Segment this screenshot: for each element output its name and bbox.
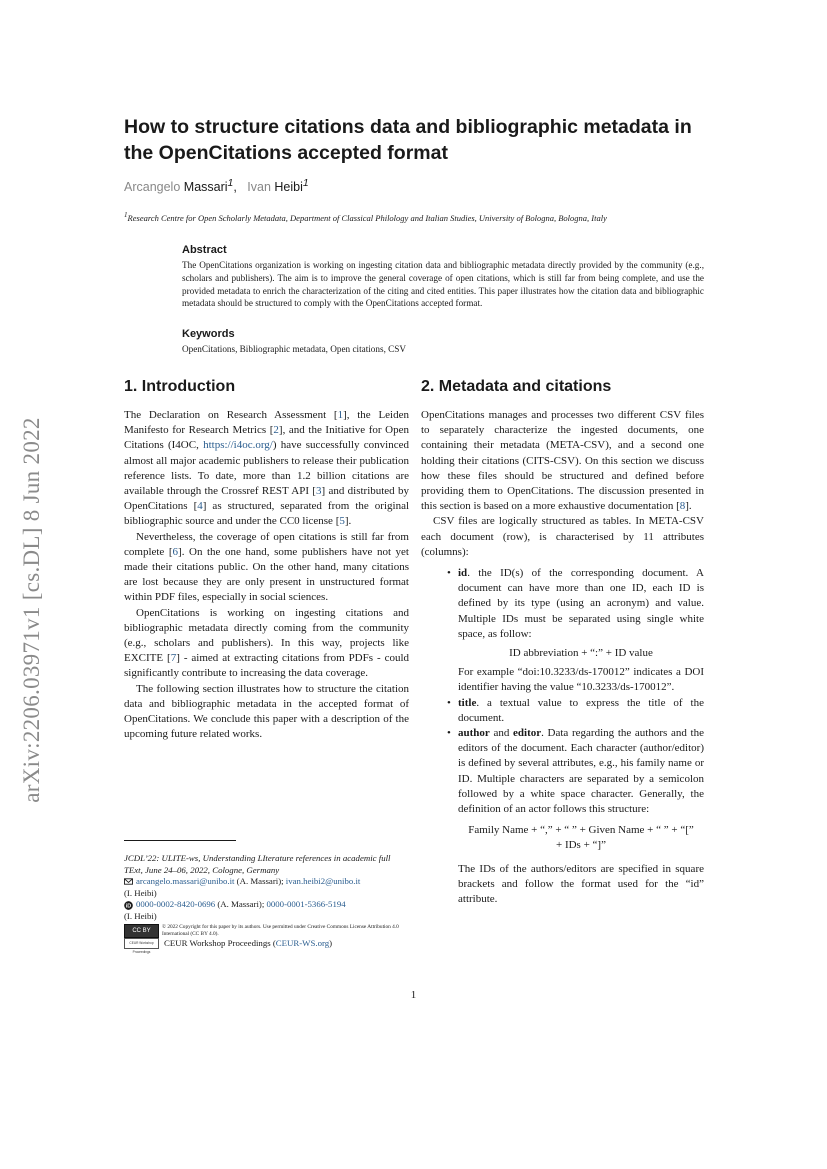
section-1-heading: 1. Introduction (124, 378, 236, 395)
cc-by-badge: CC BY (124, 924, 159, 938)
author-list (124, 178, 309, 194)
email-line: arcangelo.massari@unibo.it (A. Massari); ivan.heibi2@unibo.it (124, 876, 409, 888)
orcid-icon (124, 901, 133, 910)
abstract-text: The OpenCitations organization is working on ingesting citation data and bibliographic metadata directly provided by the community (e.g., scholars and publishers). The aim is to improve the general coverage of open citations, which is still far from being complete, and use the provided metadata to enrich the characterization of the citing and cited entities. This paper illustrates how the citation data and bibliographic metadata should be structured to comply with the OpenCitations accepted format. (182, 260, 704, 309)
list-item: • id. the ID(s) of the corresponding document. A document can have more than one ID, each ID is defined by its type (using an acronym) and value. Multiple IDs must be separated using single white space, as follow: ID abbreviation + “:” + ID value For example “doi:10.3233/ds-170012” indicates a DOI identifier having the value “10.3233/ds-170012”. (421, 566, 704, 696)
copyright-line (124, 924, 409, 938)
orcid-heibi-owner: (I. Heibi) (124, 910, 157, 921)
orcid-line: iD 0000-0002-8420-0696 (A. Massari); 0000-0001-5366-5194 (125, 899, 346, 910)
footnote-rule (124, 840, 236, 841)
attribute-list (421, 566, 704, 907)
ceur-logo: CEUR Workshop Proceedings (124, 938, 159, 949)
orcid-massari-link[interactable]: 0000-0002-8420-0696 (136, 899, 216, 910)
arxiv-stamp (12, 375, 52, 845)
arxiv-id: arXiv:2206.03971v1 [cs.DL] 8 Jun 2022 (19, 417, 44, 803)
id-example: For example “doi:10.3233/ds-170012” indicates a DOI identifier having the value “10.3233/ds-170012”. (458, 666, 704, 694)
email-heibi-link[interactable]: ivan.heibi2@unibo.it (285, 876, 361, 887)
section-1-body (124, 408, 409, 742)
author-2: Ivan Heibi$^1$ (247, 178, 309, 195)
id-format-formula: ID abbreviation + “:” + ID value (509, 647, 653, 660)
abstract-heading: Abstract (182, 244, 227, 256)
name-format-formula-2: + IDs + “]” (556, 839, 606, 852)
ref-link[interactable]: 1 (337, 409, 344, 421)
envelope-icon (124, 877, 133, 886)
intro-paragraph-2: Nevertheless, the coverage of open citations is still far from complete [6]. On the one hand, some publishers have not yet made their citations public. On the other hand, many citations are lost because they are only present in unstructured format within PDF files, especially in social sciences. (124, 530, 409, 604)
intro-paragraph-1: The Declaration on Research Assessment [1], the Leiden Manifesto for Research Metrics [2], and the Initiative for Open Citations (I4OC, https://i4oc.org/) have successfully convinced almost all major academic publishers to release their publication reference lists. To date, more than 1.2 billion citations are available through the Crossref REST API [3] and distributed by OpenCitations [4] as structured, separated from the original bibliographic source and under the CC0 license [5]. (124, 409, 410, 528)
bullet-icon: • (447, 727, 451, 740)
svg-text:iD: iD (125, 903, 132, 910)
bullet-icon: • (447, 567, 451, 580)
paper-title: How to structure citations data and bibliographic metadata in the OpenCitations accepted format (124, 116, 692, 164)
ref-link[interactable]: 8 (679, 500, 686, 513)
copyright-text: © 2022 Copyright for this paper by its authors. Use permitted under Creative Commons License Attribution 4.0 International (CC BY 4.0). (162, 923, 399, 937)
metadata-paragraph-2: CSV files are logically structured as tables. In META-CSV each document (row), is characterised by 11 attributes (columns): (421, 515, 704, 558)
ceur-ws-link[interactable]: CEUR-WS.org (275, 937, 330, 948)
ref-link[interactable]: 4 (197, 500, 203, 513)
ref-link[interactable]: 5 (339, 515, 345, 528)
keywords-text: OpenCitations, Bibliographic metadata, Open citations, CSV (182, 344, 407, 354)
list-item: • author and editor. Data regarding the authors and the editors of the document. Each character (author/editor) is defined by several attributes, e.g., his family name or ID. Multiple characters are separated by a semicolon followed by a white space character. Generally, the definition of an actor follows this structure: Family Name + “,” + “ ” + Given Name + “ ” + “[” + IDs + “]” The IDs of the authors/editors are specified in square brackets and follow the format used for the “id” attribute. (421, 726, 704, 907)
i4oc-url-link[interactable]: https://i4oc.org/ (203, 439, 273, 452)
section-2-heading: 2. Metadata and citations (421, 378, 612, 395)
ref-link[interactable]: 6 (172, 545, 179, 558)
intro-paragraph-4: The following section illustrates how to structure the citation data and bibliographic metadata in the accepted format of OpenCitations. We conclude this paper with a description of the upcoming future related works. (124, 682, 409, 741)
ref-link[interactable]: 3 (315, 485, 322, 498)
ids-explanation: The IDs of the authors/editors are specified in square brackets and follow the format used for the “id” attribute. (458, 862, 704, 906)
orcid-heibi-link[interactable]: 0000-0001-5366-5194 (266, 899, 346, 910)
author-1: Arcangelo Massari$^1$, (124, 178, 237, 195)
metadata-paragraph-1: OpenCitations manages and processes two different CSV files to separately characterize the ingested documents, one containing their metadata (META-CSV), and a second one holding their citations (CITS-CSV). On this section we discuss how these files should be structured and defined before providing them to OpenCitations. The discussion presented in this section is based on a more exhaustive documentation [8]. (421, 409, 704, 513)
footnotes (124, 853, 409, 954)
ref-link[interactable]: 7 (170, 652, 177, 665)
list-item: • title. a textual value to express the title of the document. (447, 696, 704, 724)
page-number: 1 (410, 989, 417, 1001)
affiliation: $^1$Research Centre for Open Scholarly Metadata, Department of Classical Philology and Italian Studies, University of Bologna, Bologna, Italy (124, 211, 607, 223)
name-format-formula-1: Family Name + “,” + “ ” + Given Name + “ ” + “[” (468, 824, 694, 837)
section-2-body (421, 408, 704, 907)
conference-note: JCDL’22: ULITE-ws, Understanding LIterature references in academic full TExt, June 24–06, 2022, Cologne, Germany (124, 853, 391, 875)
ref-link[interactable]: 2 (273, 424, 279, 437)
keywords-heading: Keywords (182, 328, 235, 340)
bullet-icon: • (447, 696, 451, 709)
email-massari-link[interactable]: arcangelo.massari@unibo.it (136, 876, 235, 887)
email-heibi-owner: (I. Heibi) (124, 887, 157, 898)
intro-paragraph-3: OpenCitations is working on ingesting citations and bibliographic metadata directly coming from the community (e.g., scholars and publishers). In this way, projects like EXCITE [7] - aimed at extracting citations from PDFs - could significantly contribute to increasing the data coverage. (124, 606, 410, 680)
proceedings-line: CEUR Workshop Proceedings CEUR Workshop Proceedings (CEUR-WS.org) (124, 938, 409, 950)
